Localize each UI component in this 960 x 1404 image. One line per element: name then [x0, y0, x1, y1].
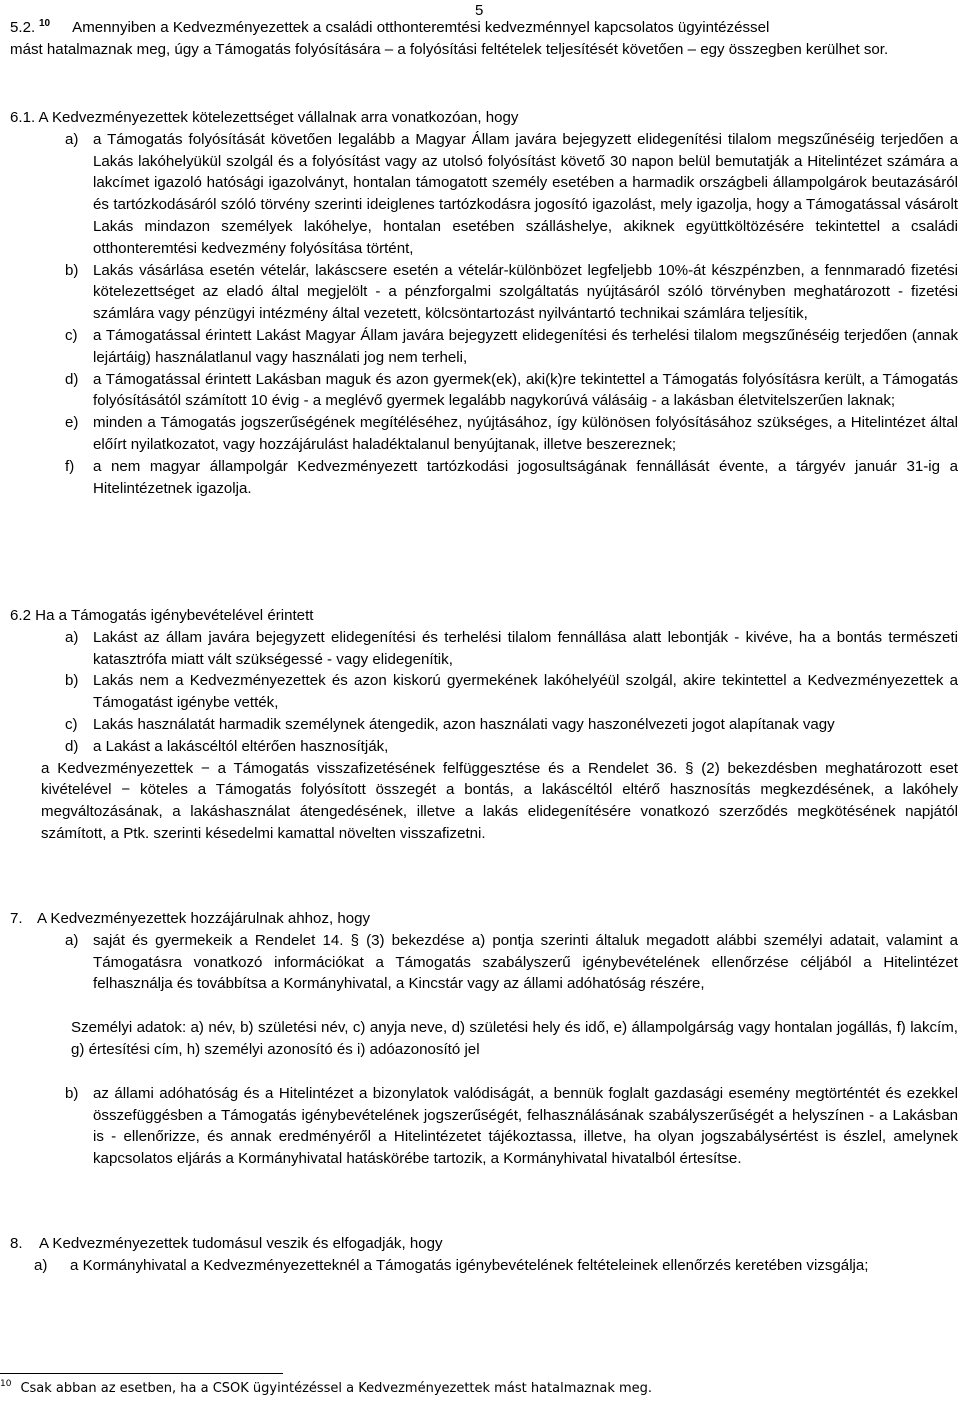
list [10, 627, 958, 758]
section-text: mást hatalmaznak meg, úgy a Támogatás folyósítására – a folyósítási feltételek teljesítését követően – egy összegben kerülhet sor. [10, 40, 889, 58]
section-intro: A Kedvezményezettek tudomásul veszik és elfogadják, hogy [39, 1235, 443, 1252]
footnote-separator [0, 1373, 283, 1374]
list-item: a) a Támogatás folyósítását követően legalább a Magyar Állam javára bejegyzett elidegenítési tilalom megszűnéséig terjedően a Lakás lakóhelyükül szolgál és a folyósítást vagy az utolsó folyósítást követő 30 napon belül bemutatják a Hitelintézet számára a lakcímet igazoló hatósági igazolványt, hontalan támogatott személy esetében a harmadik országbeli állampolgárok beutazásáról és tartózkodásáról szóló törvény szerinti ideiglenes tartózkodásra jogosító igazolást, mely igazolja, hogy a Támogatással vásárolt Lakás mindazon személyek lakóhelye, hontalan esetében szálláshelye, akiknek együttköltözésére tekintettel a családi otthonteremtési kedvezmény folyósítása történt, [65, 130, 958, 257]
page-number: 5 [475, 2, 484, 19]
list-item: b) Lakás vásárlása esetén vételár, lakáscsere esetén a vételár-különbözet legfeljebb 10%-át készpénzben, a fennmaradó fizetési kötelezettséget az eladó által megjelölt - a pénzforgalmi szolgáltatás nyújtásáról szóló törvényben meghatározott - fizetési számlára vagy pénzügyi intézmény által vezetett, kölcsöntartozást nyilvántartó technikai számlára teljesítik, [65, 261, 958, 323]
list-item: d) a Támogatással érintett Lakásban maguk és azon gyermek(ek), aki(k)re tekintettel a Támogatás folyósításra került, a Támogatás folyósításától számított 10 évig - a meglévő gyermek legalább nagykorúvá válásáig - a lakásban életvitelszerűen laknak; [65, 370, 958, 410]
section-closing: a Kedvezményezettek − a Támogatás visszafizetésének felfüggesztése és a Rendelet 36. § (2) bekezdésben meghatározott eset kivételével − köteles a Támogatás folyósított összegét a bontás, a lakáscéltól eltérő hasznosítás megkezdésének, a lakóhely megváltozásának, a lakáshasználat átengedésének, illetve a lakás elidegenítésére vonatkozó szerződés megkötésének napjától számított, a Ptk. szerinti késedelmi kamattal növelten visszafizetni. [41, 759, 958, 842]
section-text-first-line: Amennyiben a Kedvezményezettek a családi otthonteremtési kedvezménnyel kapcsolatos ügyintézéssel [72, 19, 770, 36]
section-number: 5.2. [10, 19, 36, 36]
personal-data-note: Személyi adatok: a) név, b) születési név, c) anyja neve, d) születési hely és idő, e) állampolgárság vagy hontalan jogállás, f) lakcím, g) értesítési cím, h) személyi azonosító és i) adóazonosító jel [71, 1019, 958, 1058]
list-item: a) saját és gyermekeik a Rendelet 14. § (3) bekezdése a) pontja szerinti általuk megadott alábbi személyi adatait, valamint a Támogatásra vonatkozó információkat a Támogatás szabályszerű igénybevételének ellenőrzése céljából a Hitelintézet felhasználja és továbbítsa a Kormányhivatal, a Kincstár vagy az állami adóhatóság részére, [65, 931, 958, 993]
section-7 [10, 908, 958, 1170]
section-intro: 6.2 Ha a Támogatás igénybevételével érintett [10, 607, 314, 624]
list-item: b) Lakás nem a Kedvezményezettek és azon kiskorú gyermekének lakóhelyéül szolgál, akire tekintettel a Kedvezményezettek a Támogatást igénybe vették, [65, 672, 958, 712]
section-6-1 [10, 107, 958, 499]
list-item: c) Lakás használatát harmadik személynek átengedik, azon használati vagy haszonélvezeti jogot alapítanak vagy [65, 715, 835, 733]
footnote [0, 1380, 652, 1398]
footnote-reference[interactable]: 10 [39, 18, 51, 29]
list [10, 129, 958, 500]
list-item: c) a Támogatással érintett Lakást Magyar Állam javára bejegyzett elidegenítési és terhelési tilalom megszűnéséig terjedően (annak lejártáig) használatlanul vagy használati jog nem terheli, [65, 326, 958, 366]
list-item: f) a nem magyar állampolgár Kedvezményezett tartózkodási jogosultságának fennállását évente, a tárgyév január 31-ig a Hitelintézetnek igazolja. [65, 457, 958, 497]
section-6-2 [10, 605, 958, 845]
section-intro: A Kedvezményezettek hozzájárulnak ahhoz, hogy [37, 910, 371, 927]
list-item: e) minden a Támogatás jogszerűségének megítéléséhez, nyújtásához, így különösen folyósításához szükséges, a Hitelintézet által előírt nyilatkozatot, vagy hozzájárulást haladéktalanul benyújtanak, illetve beszereznek; [65, 414, 958, 453]
section-8 [10, 1233, 958, 1277]
list-item: a) Lakást az állam javára bejegyzett elidegenítési és terhelési tilalom fennállása alatt lebontják - kivéve, ha a bontás természeti katasztrófa miatt vált szükségessé - vagy elidegenítik, [65, 628, 958, 668]
section-number: 7. [10, 910, 23, 927]
section-5-2 [10, 17, 958, 61]
footnote-text: Csak abban az esetben, ha a CSOK ügyintézéssel a Kedvezményezettek mást hatalmaznak meg. [20, 1381, 653, 1396]
footnote-number: 10 [0, 1379, 12, 1389]
list-item: b) az állami adóhatóság és a Hitelintézet a bizonylatok valódiságát, a bennük foglalt gazdasági esemény megtörténtét és ezekkel összefüggésben a Támogatás igénybevételének jogszerűségét, felhasználásának szabályszerűségét a helyszínen - a Lakásban is - ellenőrizze, és annak eredményéről a Hitelintézetet tájékoztassa, illetve, ha olyan jogszabálysértést is észlel, amelynek kapcsolatos eljárás a Kormányhivatal hatáskörébe tartozik, a Kormányhivatal hivatalból értesítse. [65, 1084, 958, 1168]
section-intro: 6.1. A Kedvezményezettek kötelezettséget vállalnak arra vonatkozóan, hogy [10, 109, 519, 126]
list-item: a) a Kormányhivatal a Kedvezményezetteknél a Támogatás igénybevételének feltételeinek ellenőrzés keretében vizsgálja; [34, 1256, 869, 1274]
list-item: d) a Lakást a lakáscéltól eltérően hasznosítják, [65, 737, 389, 755]
section-number: 8. [10, 1235, 23, 1252]
